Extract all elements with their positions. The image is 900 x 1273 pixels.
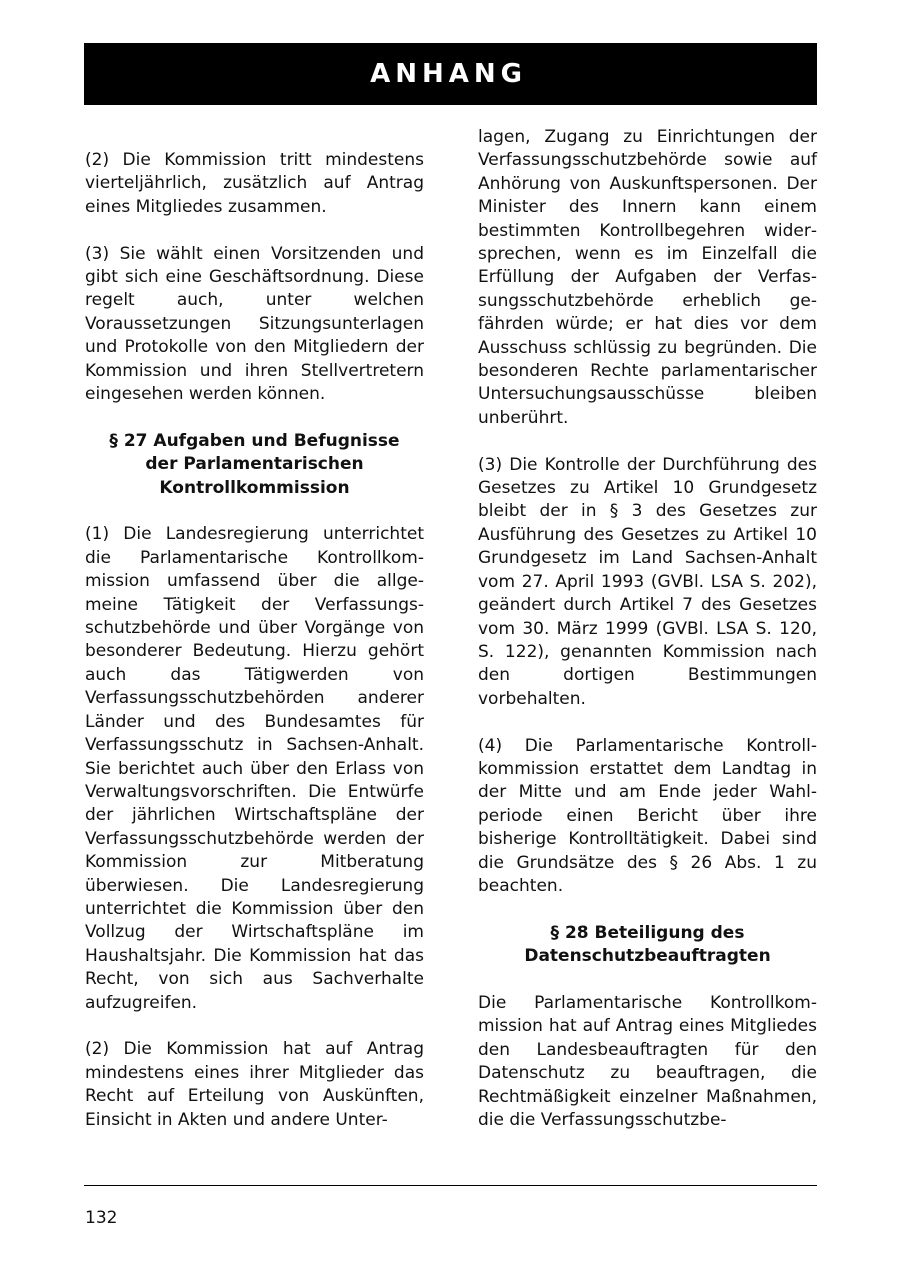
- section-heading-line: Kontrollkommission: [159, 477, 350, 498]
- page-header-title: ANHANG: [370, 59, 527, 89]
- section-heading-line: § 27 Aufgaben und Befugnisse: [109, 430, 400, 451]
- section-heading-line: Datenschutzbeauftragten: [524, 946, 771, 967]
- paragraph: (1) Die Landesregierung unterrichtet die Parlamentarische Kontrollkommission umfassend über die allgemeine Tätigkeit der Verfassungsschutzbehörde und über Vorgänge von besonderer Bedeutung. Hierzu gehört auch das Tätigwerden von Verfassungsschutzbehörden anderer Länder und des Bundesamtes für Verfassungsschutz in Sachsen-Anhalt. Sie berichtet auch über den Erlass von Verwaltungsvorschriften. Die Entwürfe der jährlichen Wirtschaftspläne der Verfassungsschutzbehörde werden der Kommission zur Mitberatung überwiesen. Die Landesregierung unterrichtet die Kommission über den Vollzug der Wirtschaftspläne im Haushaltsjahr. Die Kommission hat das Recht, von sich aus Sachverhalte aufzugreifen.: [85, 524, 424, 1013]
- paragraph: (2) Die Kommission tritt mindestens vierteljährlich, zusätzlich auf Antrag eines Mitgliedes zusammen.: [85, 150, 424, 217]
- paragraph: lagen, Zugang zu Einrichtungen der Verfassungsschutzbehörde sowie auf Anhörung von Auskunftspersonen. Der Minister des Innern kann einem bestimmten Kontrollbegehren widersprechen, wenn es im Einzelfall die Erfüllung der Aufgaben der Verfassungsschutzbehörde erheblich gefährden würde; er hat dies vor dem Ausschuss schlüssig zu begründen. Die besonderen Rechte parlamentarischer Untersuchungsausschüsse bleiben unberührt.: [478, 127, 817, 428]
- section-heading-line: der Parlamentarischen: [145, 454, 364, 475]
- paragraph: Die Parlamentarische Kontrollkommission hat auf Antrag eines Mitgliedes den Landesbeauftragten für den Datenschutz zu beauftragen, die Rechtmäßigkeit einzelner Maßnahmen, die die Verfassungsschutzbe-: [478, 992, 817, 1130]
- paragraph: (4) Die Parlamentarische Kontrollkommission erstattet dem Landtag in der Mitte und am Ende jeder Wahlperiode einen Bericht über ihre bisherige Kontrolltätigkeit. Dabei sind die Grundsätze des § 26 Abs. 1 zu beachten.: [478, 735, 817, 896]
- section-heading-28: [478, 922, 817, 969]
- footer-divider: [84, 1185, 817, 1186]
- header-bar: [84, 43, 817, 105]
- paragraph: (3) Sie wählt einen Vorsitzenden und gibt sich eine Geschäftsordnung. Diese regelt auch, unter welchen Voraussetzungen Sitzungsunterlagen und Protokolle von den Mitgliedern der Kommission und ihren Stellvertretern eingesehen werden können.: [85, 243, 424, 405]
- page-number: 132: [85, 1208, 118, 1228]
- section-heading-line: § 28 Beteiligung des: [550, 922, 745, 943]
- right-column: [478, 126, 817, 1132]
- paragraph: (3) Die Kontrolle der Durchführung des Gesetzes zu Artikel 10 Grundgesetz bleibt der in § 3 des Gesetzes zur Ausführung des Gesetzes zu Artikel 10 Grundgesetz im Land Sachsen-Anhalt vom 27. April 1993 (GVBl. LSA S. 202), geändert durch Artikel 7 des Gesetzes vom 30. März 1999 (GVBl. LSA S. 120, S. 122), genannten Kommission nach den dortigen Bestimmungen vorbehalten.: [478, 454, 817, 709]
- section-heading-27: [85, 430, 424, 500]
- left-column: [85, 126, 424, 1132]
- paragraph: (2) Die Kommission hat auf Antrag mindestens eines ihrer Mitglieder das Recht auf Erteilung von Auskünften, Einsicht in Akten und andere Unter-: [85, 1039, 424, 1130]
